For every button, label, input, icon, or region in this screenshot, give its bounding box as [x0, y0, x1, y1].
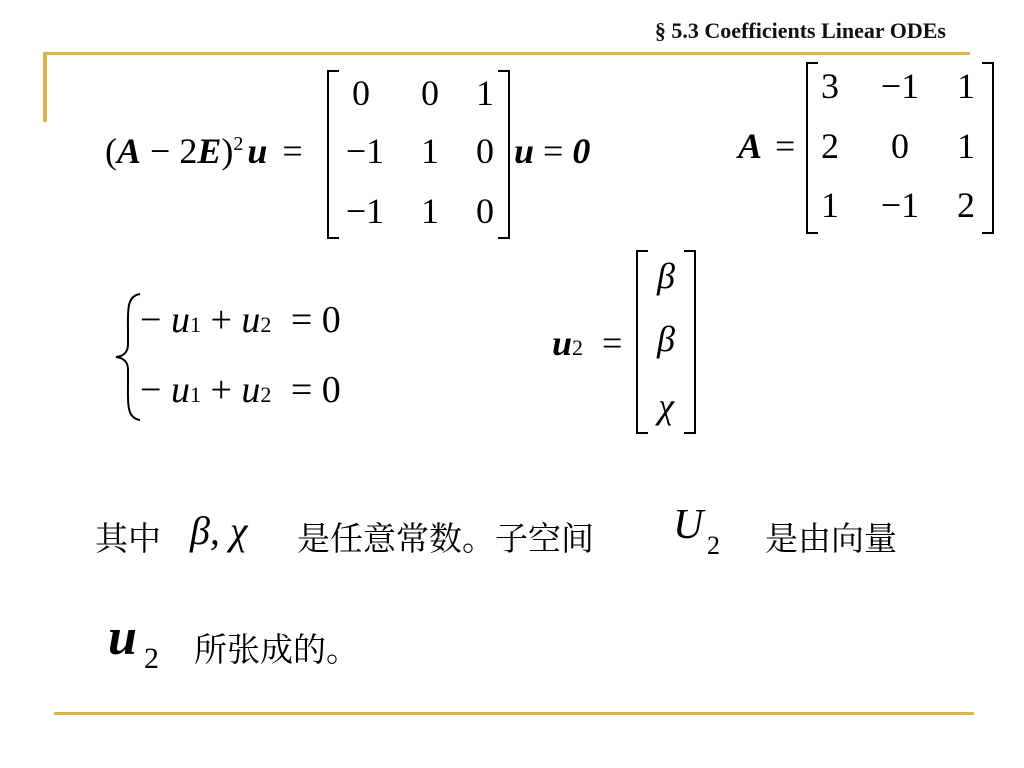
- text-constants: 是任意常数。子空间: [297, 519, 594, 558]
- text-U-sub: 2: [707, 531, 720, 560]
- bottom-divider: [54, 712, 974, 715]
- eq1-rhs-equals: =: [543, 131, 564, 171]
- eq1-u: u: [247, 131, 268, 171]
- page-title: § 5.3 Coefficients Linear ODEs: [654, 18, 946, 43]
- text-u: u: [108, 609, 137, 666]
- text-U: U: [673, 502, 704, 548]
- text-line-1: [95, 502, 975, 565]
- matA-A: A: [738, 126, 763, 166]
- matA-cell-2-2: 2: [957, 185, 975, 225]
- eq1-cell-0-2: 1: [476, 73, 494, 113]
- eq1-cell-0-1: 0: [421, 73, 439, 113]
- matA-equals: =: [775, 126, 796, 166]
- eq1-rhs-zero: 0: [572, 131, 591, 171]
- eq1-equals: =: [282, 131, 303, 171]
- eq1-cell-2-2: 0: [476, 191, 494, 231]
- eq1-cell-2-0: −1: [345, 191, 385, 231]
- sys1-u2: u: [241, 299, 261, 341]
- matA-cell-0-0: 3: [821, 66, 839, 106]
- sys2-sub2: 2: [260, 382, 272, 407]
- matA-cell-1-1: 0: [891, 126, 909, 166]
- sys1-minus: −: [140, 299, 171, 341]
- text-qizhong: 其中: [95, 519, 161, 558]
- eq1-A: A: [117, 131, 142, 171]
- eq1-cell-1-0: −1: [345, 131, 385, 171]
- eq1-lhs: [105, 130, 303, 172]
- sys2-plus: +: [200, 369, 242, 411]
- u2-equals: =: [602, 323, 623, 363]
- eq1-cell-1-2: 0: [476, 131, 494, 171]
- eq1-rhs: [514, 130, 590, 172]
- sys2-u1: u: [170, 369, 190, 411]
- sys2-u2: u: [241, 369, 261, 411]
- text-line-2: [108, 609, 508, 682]
- eq1-cell-2-1: 1: [421, 191, 439, 231]
- u2-sub: 2: [572, 335, 584, 360]
- matA-cell-1-0: 2: [821, 126, 839, 166]
- eq1-power: 2: [233, 133, 244, 155]
- sys2-minus: −: [140, 369, 171, 411]
- eq1-rhs-u: u: [514, 131, 535, 171]
- eq1-open-paren: (: [105, 131, 117, 171]
- sys1-plus: +: [200, 299, 242, 341]
- left-accent-bar: [43, 52, 47, 122]
- sys1-sub2: 2: [260, 312, 272, 337]
- sys2-eq: = 0: [281, 369, 341, 411]
- u2-u: u: [552, 323, 573, 363]
- matA-cell-1-2: 1: [957, 126, 975, 166]
- u2-entry-2: χ: [658, 386, 674, 426]
- u2-entry-1: β: [657, 319, 675, 359]
- sys1-u1: u: [170, 299, 190, 341]
- u2-entry-0: β: [657, 256, 675, 296]
- matA-label: [738, 125, 795, 167]
- matA-cell-2-0: 1: [821, 185, 839, 225]
- system-row-1: [140, 298, 341, 342]
- matA-cell-2-1: −1: [880, 185, 920, 225]
- text-by-vector: 是由向量: [765, 519, 897, 558]
- eq1-close-paren: ): [221, 131, 234, 171]
- matA-cell-0-2: 1: [957, 66, 975, 106]
- sys2-sub1: 1: [189, 382, 201, 407]
- u2-label: [552, 322, 622, 364]
- eq1-cell-0-0: 0: [352, 73, 370, 113]
- eq1-minus-2: − 2: [141, 131, 198, 171]
- matA-cell-0-1: −1: [880, 66, 920, 106]
- top-divider: [43, 52, 970, 55]
- text-vars: β, χ: [190, 508, 248, 553]
- text-u-sub: 2: [144, 642, 159, 675]
- system-row-2: [140, 368, 341, 412]
- sys1-sub1: 1: [189, 312, 201, 337]
- sys1-eq: = 0: [281, 299, 341, 341]
- eq1-E: E: [197, 131, 222, 171]
- eq1-cell-1-1: 1: [421, 131, 439, 171]
- text-spanned: 所张成的。: [194, 630, 359, 669]
